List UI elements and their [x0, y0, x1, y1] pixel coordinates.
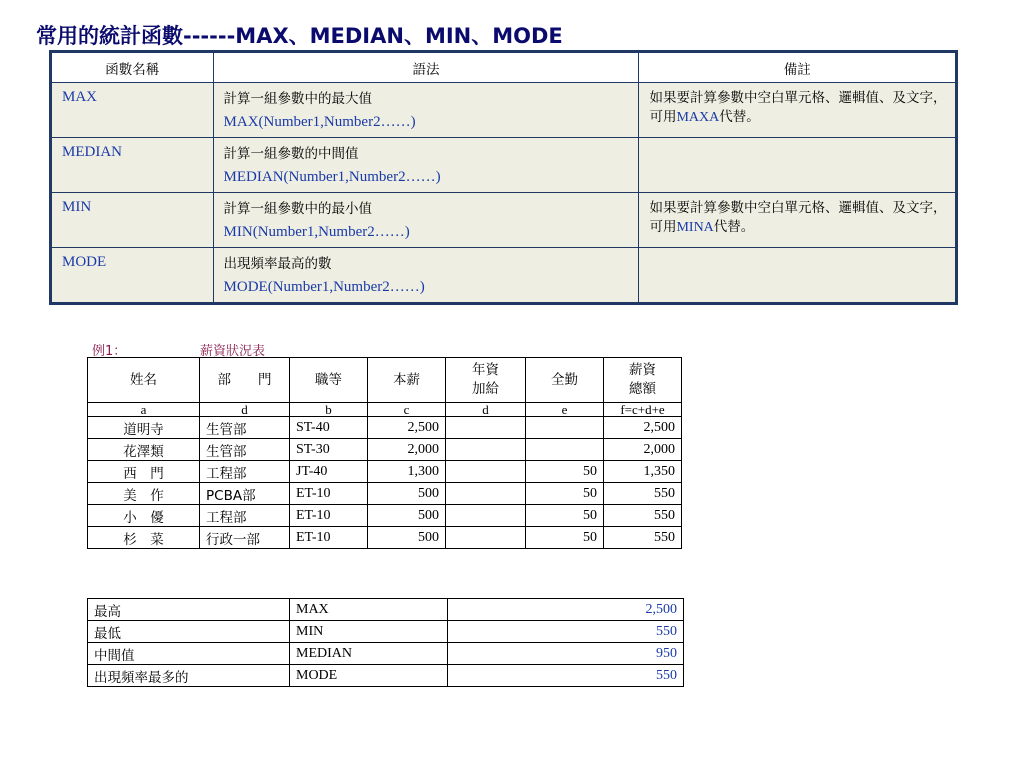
- table-row: [88, 461, 682, 483]
- salary-header-line: 加給: [472, 381, 499, 397]
- function-description: 出現頻率最高的數: [223, 256, 332, 272]
- table-cell: 550: [604, 527, 682, 549]
- summary-row: [88, 599, 684, 621]
- function-note: [639, 83, 957, 138]
- function-name: MODE: [51, 248, 214, 304]
- table-row: [88, 527, 682, 549]
- table-cell: [446, 461, 526, 483]
- table-cell: 550: [604, 505, 682, 527]
- table-cell: 生管部: [200, 439, 290, 461]
- function-row-min: [51, 193, 957, 248]
- salary-header-line: 薪資: [629, 362, 656, 378]
- page-title: 常用的統計函數------MAX、MEDIAN、MIN、MODE: [36, 24, 563, 48]
- table-cell: 道明寺: [88, 417, 200, 439]
- summary-label: 出現頻率最多的: [88, 665, 290, 687]
- salary-code-cell: c: [368, 403, 446, 417]
- summary-value: 950: [448, 643, 684, 665]
- table-row: [88, 505, 682, 527]
- example-label: 例1：: [92, 344, 127, 359]
- table-cell: 小 優: [88, 505, 200, 527]
- function-name: MAX: [51, 83, 214, 138]
- summary-value: 2,500: [448, 599, 684, 621]
- table-cell: 杉 菜: [88, 527, 200, 549]
- table-cell: [446, 527, 526, 549]
- salary-header-line: 職等: [315, 371, 342, 388]
- salary-code-cell: f=c+d+e: [604, 403, 682, 417]
- salary-header-cell: [446, 358, 526, 403]
- note-text-end: 代替。: [719, 109, 760, 125]
- salary-code-cell: a: [88, 403, 200, 417]
- function-description: 計算一組參數中的最小值: [223, 201, 373, 217]
- salary-header-cell: [88, 358, 200, 403]
- note-text: 如果要計算參數中空白單元格、邏輯值、及文字，可用: [649, 90, 947, 125]
- table-cell: 1,350: [604, 461, 682, 483]
- table-cell: PCBA部: [200, 483, 290, 505]
- table-cell: 50: [526, 527, 604, 549]
- table-cell: 500: [368, 505, 446, 527]
- function-syntax-cell: [213, 193, 639, 248]
- function-syntax-cell: [213, 138, 639, 193]
- table-cell: ET-10: [290, 483, 368, 505]
- header-function-name: 函數名稱: [51, 52, 214, 83]
- salary-header-line: 年資: [472, 362, 499, 378]
- header-syntax: 語法: [213, 52, 639, 83]
- table-cell: ET-10: [290, 527, 368, 549]
- table-row: [88, 417, 682, 439]
- table-cell: [446, 505, 526, 527]
- function-syntax: MAX(Number1,Number2……): [223, 114, 416, 130]
- function-note: [639, 138, 957, 193]
- table-cell: 工程部: [200, 461, 290, 483]
- salary-header-cell: [290, 358, 368, 403]
- table-cell: [446, 439, 526, 461]
- header-notes: 備註: [639, 52, 957, 83]
- table-cell: 50: [526, 483, 604, 505]
- table-cell: 行政一部: [200, 527, 290, 549]
- function-note: [639, 193, 957, 248]
- salary-header-cell: [200, 358, 290, 403]
- table-row: [88, 483, 682, 505]
- table-cell: [446, 483, 526, 505]
- function-description: 計算一組參數的中間值: [223, 146, 359, 162]
- table-cell: 500: [368, 527, 446, 549]
- table-cell: 50: [526, 461, 604, 483]
- salary-code-cell: d: [200, 403, 290, 417]
- table-cell: 2,500: [604, 417, 682, 439]
- summary-label: 最低: [88, 621, 290, 643]
- salary-header-line: 總額: [629, 381, 656, 397]
- table-cell: ET-10: [290, 505, 368, 527]
- function-description: 計算一組參數中的最大值: [223, 91, 373, 107]
- table-cell: 西 門: [88, 461, 200, 483]
- table-cell: 生管部: [200, 417, 290, 439]
- note-alt-function: MINA: [676, 220, 714, 235]
- function-syntax: MIN(Number1,Number2……): [223, 224, 410, 240]
- function-table-header: [51, 52, 957, 83]
- function-note: [639, 248, 957, 304]
- salary-code-row: [88, 403, 682, 417]
- salary-code-cell: b: [290, 403, 368, 417]
- salary-header-line: 全勤: [551, 371, 578, 388]
- summary-row: [88, 665, 684, 687]
- function-syntax: MODE(Number1,Number2……): [223, 279, 425, 295]
- summary-table: [87, 598, 684, 687]
- table-cell: 2,500: [368, 417, 446, 439]
- salary-header-cell: [368, 358, 446, 403]
- table-cell: JT-40: [290, 461, 368, 483]
- table-cell: [446, 417, 526, 439]
- note-alt-function: MAXA: [676, 110, 720, 125]
- table-cell: 花澤類: [88, 439, 200, 461]
- summary-function: MIN: [290, 621, 448, 643]
- summary-label: 最高: [88, 599, 290, 621]
- salary-header-line: 本薪: [393, 371, 420, 388]
- table-cell: ST-40: [290, 417, 368, 439]
- table-cell: 500: [368, 483, 446, 505]
- salary-header-cell: [526, 358, 604, 403]
- salary-header-line: 姓名: [130, 371, 157, 388]
- summary-function: MODE: [290, 665, 448, 687]
- summary-label: 中間值: [88, 643, 290, 665]
- table-cell: 美 作: [88, 483, 200, 505]
- function-syntax: MEDIAN(Number1,Number2……): [223, 169, 441, 185]
- function-syntax-cell: [213, 83, 639, 138]
- table-cell: 50: [526, 505, 604, 527]
- summary-value: 550: [448, 621, 684, 643]
- function-row-median: [51, 138, 957, 193]
- summary-function: MEDIAN: [290, 643, 448, 665]
- function-table: [49, 50, 958, 305]
- summary-value: 550: [448, 665, 684, 687]
- table-cell: 工程部: [200, 505, 290, 527]
- summary-row: [88, 621, 684, 643]
- note-text-end: 代替。: [713, 219, 755, 235]
- function-name: MIN: [51, 193, 214, 248]
- table-cell: 550: [604, 483, 682, 505]
- salary-header-line: 部 門: [217, 371, 272, 388]
- summary-row: [88, 643, 684, 665]
- salary-code-cell: d: [446, 403, 526, 417]
- function-row-mode: [51, 248, 957, 304]
- note-text: 如果要計算參數中空白單元格、邏輯值、及文字，可用: [649, 200, 947, 235]
- table-cell: [526, 439, 604, 461]
- table-cell: [526, 417, 604, 439]
- table-cell: 2,000: [604, 439, 682, 461]
- salary-code-cell: e: [526, 403, 604, 417]
- salary-header-cell: [604, 358, 682, 403]
- function-row-max: [51, 83, 957, 138]
- salary-table: [87, 357, 682, 549]
- table-cell: 2,000: [368, 439, 446, 461]
- salary-table-title: 薪資狀況表: [200, 344, 266, 359]
- table-cell: 1,300: [368, 461, 446, 483]
- function-syntax-cell: [213, 248, 639, 304]
- summary-function: MAX: [290, 599, 448, 621]
- table-row: [88, 439, 682, 461]
- table-cell: ST-30: [290, 439, 368, 461]
- salary-header-row: [88, 358, 682, 403]
- function-name: MEDIAN: [51, 138, 214, 193]
